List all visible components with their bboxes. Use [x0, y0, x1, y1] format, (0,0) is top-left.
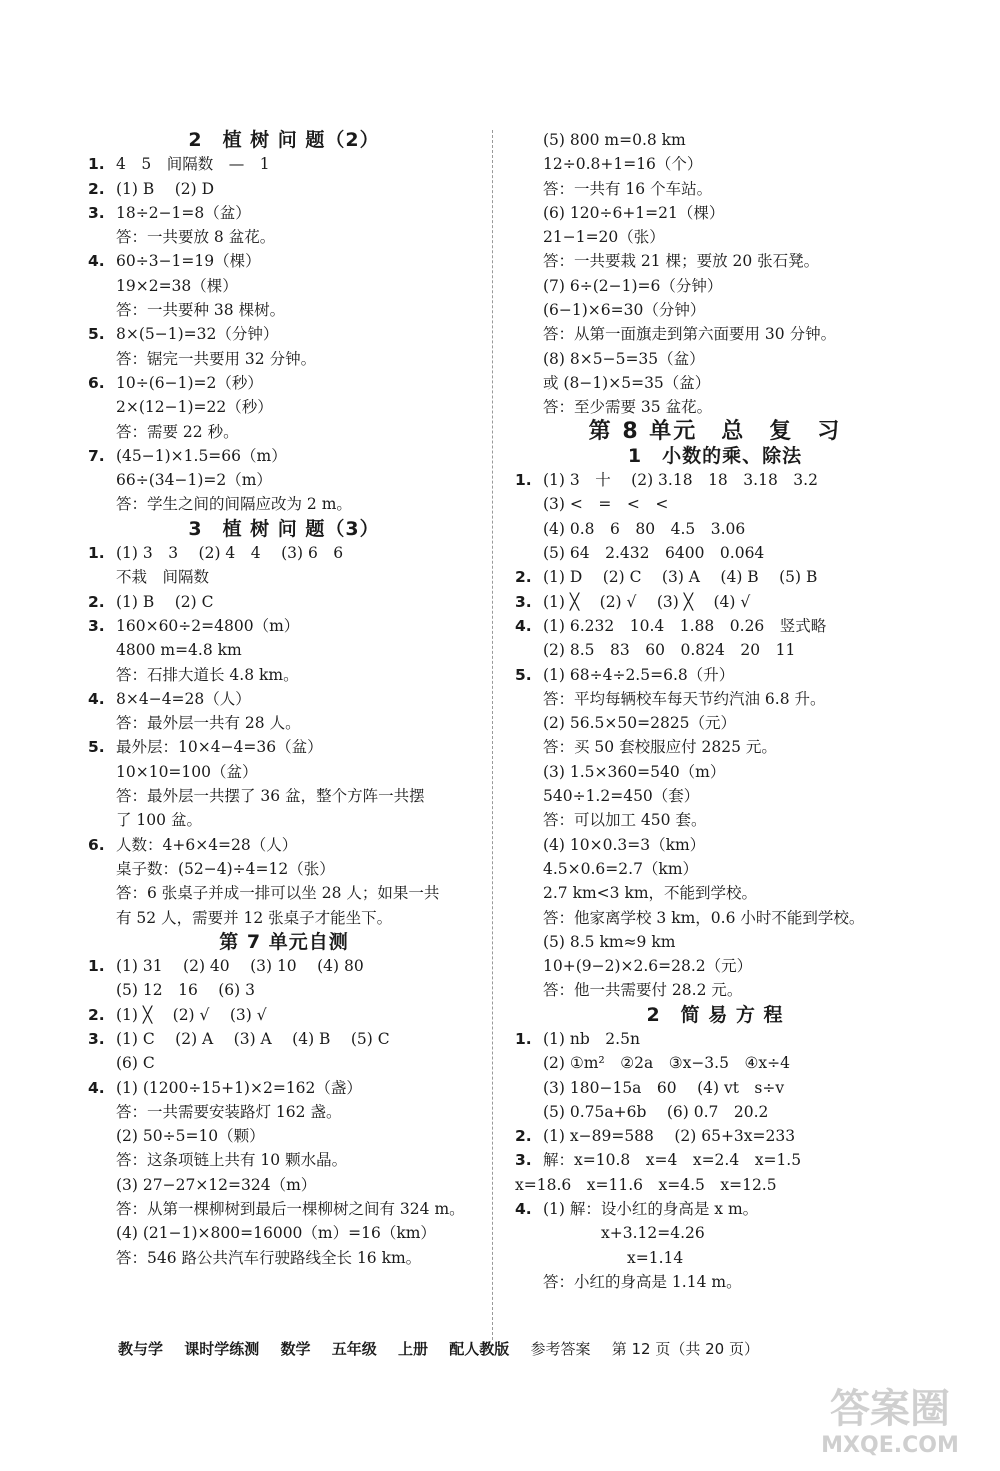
- answer-text: 答：最外层一共有 28 人。: [116, 714, 301, 733]
- question-number: 6.: [88, 835, 105, 854]
- answer-text: 答：一共有 16 个车站。: [543, 179, 713, 198]
- watermark-url: MXQE.COM: [821, 1433, 959, 1458]
- question-number: 3.: [515, 592, 532, 611]
- answer-line: [515, 906, 915, 930]
- answer-text: 19×2=38（棵）: [116, 276, 238, 295]
- answer-line: [515, 322, 915, 346]
- question-item: [88, 152, 480, 176]
- answer-text: (1) 3 十 (2) 3.18 18 3.18 3.2: [543, 471, 818, 490]
- answer-text: 8×4−4=28（人）: [116, 689, 251, 708]
- answer-line: [88, 420, 480, 444]
- question-number: 3.: [88, 203, 105, 222]
- question-number: 6.: [88, 373, 105, 392]
- answer-line: [515, 541, 915, 565]
- answer-line: [88, 468, 480, 492]
- answer-line: [515, 274, 915, 298]
- answer-text: (1) 解：设小红的身高是 x m。: [543, 1200, 759, 1219]
- answer-line: [515, 1051, 915, 1075]
- answer-text: 10+(9−2)×2.6=28.2（元）: [543, 957, 753, 976]
- answer-text: 答：从第一面旗走到第六面要用 30 分钟。: [543, 325, 837, 344]
- question-item: [88, 177, 480, 201]
- answer-line: [515, 201, 915, 225]
- answer-text: (1) ╳ (2) √ (3) √: [116, 1005, 267, 1024]
- answer-line: [515, 711, 915, 735]
- question-number: 4.: [515, 616, 532, 635]
- answer-line: [515, 371, 915, 395]
- answer-text: 答：至少需要 35 盆花。: [543, 398, 713, 417]
- answer-line: [515, 152, 915, 176]
- footer-book: 教与学: [118, 1340, 164, 1358]
- footer-subject: 数学: [280, 1340, 311, 1358]
- answer-text: 答：石排大道长 4.8 km。: [116, 665, 299, 684]
- answer-text: (2) 8.5 83 60 0.824 20 11: [543, 641, 796, 660]
- answer-text: (3) < = < <: [543, 495, 669, 514]
- answer-line: [515, 128, 915, 152]
- answer-text: (4) 10×0.3=3（km）: [543, 835, 706, 854]
- answer-text: 10×10=100（盆）: [116, 762, 258, 781]
- answer-text: (6) C: [116, 1054, 155, 1073]
- question-number: 7.: [88, 446, 105, 465]
- answer-text: (4) 0.8 6 80 4.5 3.06: [543, 519, 746, 538]
- section-title: 3 植 树 问 题（3）: [188, 517, 380, 540]
- answer-text: 答：平均每辆校车每天节约汽油 6.8 升。: [543, 689, 826, 708]
- question-item: [515, 614, 915, 638]
- answer-text: 有 52 人，需要并 12 张桌子才能坐下。: [116, 908, 393, 927]
- answer-text: 最外层：10×4−4=36（盆）: [116, 738, 323, 757]
- question-item: [88, 249, 480, 273]
- question-item: [88, 541, 480, 565]
- question-item: [515, 565, 915, 589]
- answer-text: x+3.12=4.26: [601, 1224, 705, 1243]
- question-number: 5.: [515, 665, 532, 684]
- answer-text: (1) (1200÷15+1)×2=162（盏）: [116, 1078, 362, 1097]
- question-item: [88, 201, 480, 225]
- question-item: [515, 590, 915, 614]
- answer-text: 答：从第一棵柳树到最后一棵柳树之间有 324 m。: [116, 1200, 465, 1219]
- question-number: 2.: [515, 1127, 532, 1146]
- answer-line: [515, 784, 915, 808]
- answer-text: 答：一共要种 38 棵树。: [116, 301, 286, 320]
- answer-text: 答：一共要放 8 盆花。: [116, 228, 276, 247]
- question-item: [88, 614, 480, 638]
- answer-line: [515, 1270, 915, 1294]
- answer-line: [515, 760, 915, 784]
- answer-text: 答：需要 22 秒。: [116, 422, 239, 441]
- answer-text: 540÷1.2=450（套）: [543, 787, 700, 806]
- answer-text: 不栽 间隔数: [116, 568, 210, 587]
- answer-line: [515, 395, 915, 419]
- section-title: 2 植 树 问 题（2）: [188, 129, 380, 151]
- answer-text: (1) 68÷4÷2.5=6.8（升）: [543, 665, 735, 684]
- answer-text: (1) nb 2.5n: [543, 1029, 640, 1048]
- answer-text: 答：可以加工 450 套。: [543, 811, 707, 830]
- answer-text: 人数：4+6×4=28（人）: [116, 835, 298, 854]
- answer-text: x=1.14: [627, 1248, 684, 1267]
- column-divider: [492, 130, 493, 1340]
- question-number: 4.: [88, 689, 105, 708]
- answer-text: (6−1)×6=30（分钟）: [543, 301, 706, 320]
- question-item: [515, 1197, 915, 1221]
- answer-text: 66÷(34−1)=2（m）: [116, 471, 272, 490]
- question-item: [515, 1027, 915, 1051]
- page-footer: [118, 1338, 858, 1359]
- answer-text: 答：一共要栽 21 棵；要放 20 张石凳。: [543, 252, 820, 271]
- answer-line: [515, 735, 915, 759]
- answer-line: [515, 978, 915, 1002]
- footer-volume: 上册: [398, 1340, 429, 1358]
- answer-line: [515, 930, 915, 954]
- answer-text: 2×(12−1)=22（秒）: [116, 398, 273, 417]
- answer-text: 答：他家离学校 3 km，0.6 小时不能到学校。: [543, 908, 865, 927]
- answer-text: 答：546 路公共汽车行驶路线全长 16 km。: [116, 1248, 422, 1267]
- answer-line: [515, 808, 915, 832]
- answer-text: 或 (8−1)×5=35（盆）: [543, 373, 711, 392]
- answer-line: [88, 638, 480, 662]
- answer-line: [515, 687, 915, 711]
- answer-text: 答：他一共需要付 28.2 元。: [543, 981, 743, 1000]
- footer-grade: 五年级: [331, 1340, 377, 1358]
- answer-text: 8×(5−1)=32（分钟）: [116, 325, 279, 344]
- question-number: 1.: [515, 471, 532, 490]
- answer-line: [515, 1221, 915, 1245]
- question-item: [88, 687, 480, 711]
- answer-line: [88, 711, 480, 735]
- answer-line: [88, 857, 480, 881]
- question-number: 1.: [88, 544, 105, 563]
- question-number: 2.: [88, 592, 105, 611]
- answer-line: [88, 1246, 480, 1270]
- watermark-text: 答案圈: [830, 1386, 950, 1432]
- section-title: 2 简 易 方 程: [646, 1003, 784, 1026]
- answer-line: [515, 1246, 915, 1270]
- answer-text: (1) 31 (2) 40 (3) 10 (4) 80: [116, 957, 364, 976]
- answer-text: (4) (21−1)×800=16000（m）=16（km）: [116, 1224, 436, 1243]
- answer-text: (1) ╳ (2) √ (3) ╳ (4) √: [543, 592, 751, 611]
- answer-text: (3) 180−15a 60 (4) vt s÷v: [543, 1078, 785, 1097]
- answer-text: (1) B (2) D: [116, 179, 215, 198]
- answer-line: [88, 395, 480, 419]
- footer-edition: 配人教版: [449, 1340, 510, 1358]
- question-item: [88, 954, 480, 978]
- answer-line: [515, 1076, 915, 1100]
- answer-line: [515, 298, 915, 322]
- answer-text: 答：买 50 套校服应付 2825 元。: [543, 738, 777, 757]
- answer-text: (2) 56.5×50=2825（元）: [543, 714, 737, 733]
- answer-text: 18÷2−1=8（盆）: [116, 203, 251, 222]
- answer-text: 4800 m=4.8 km: [116, 641, 242, 660]
- question-item: [88, 1003, 480, 1027]
- answer-line: [88, 663, 480, 687]
- answer-text: 12÷0.8+1=16（个）: [543, 155, 703, 174]
- answer-line: [515, 881, 915, 905]
- answer-text: (1) x−89=588 (2) 65+3x=233: [543, 1127, 796, 1146]
- section-title: 1 小数的乘、除法: [627, 444, 803, 467]
- question-item: [515, 1124, 915, 1148]
- answer-text: (1) 6.232 10.4 1.88 0.26 竖式略: [543, 616, 827, 635]
- question-number: 3.: [88, 616, 105, 635]
- answer-text: (5) 8.5 km≈9 km: [543, 932, 676, 951]
- answer-line: [88, 881, 480, 905]
- answer-line: [88, 1124, 480, 1148]
- answer-line: [88, 565, 480, 589]
- answer-line: [88, 1197, 480, 1221]
- answer-line: [88, 1148, 480, 1172]
- answer-text: 答：锯完一共要用 32 分钟。: [116, 349, 317, 368]
- answer-line: [515, 492, 915, 516]
- question-item: [515, 468, 915, 492]
- footer-page-number: 第 12 页（共 20 页）: [611, 1340, 759, 1358]
- question-number: 2.: [88, 1005, 105, 1024]
- answer-line: [88, 1100, 480, 1124]
- question-number: 3.: [515, 1151, 532, 1170]
- answer-line: [88, 906, 480, 930]
- answer-text: (3) 1.5×360=540（m）: [543, 762, 726, 781]
- question-item: [88, 1076, 480, 1100]
- answer-text: 60÷3−1=19（棵）: [116, 252, 261, 271]
- answer-line: [515, 1100, 915, 1124]
- answer-text: 4.5×0.6=2.7（km）: [543, 859, 699, 878]
- question-number: 4.: [88, 252, 105, 271]
- answer-text: 答：小红的身高是 1.14 m。: [543, 1272, 742, 1291]
- answer-line: [88, 298, 480, 322]
- answer-line: [88, 1221, 480, 1245]
- answer-text: (6) 120÷6+1=21（棵）: [543, 203, 725, 222]
- answer-line: [515, 177, 915, 201]
- answer-text: (1) C (2) A (3) A (4) B (5) C: [116, 1029, 390, 1048]
- answer-text: (5) 12 16 (6) 3: [116, 981, 256, 1000]
- answer-line: [515, 857, 915, 881]
- answer-text: (7) 6÷(2−1)=6（分钟）: [543, 276, 723, 295]
- answer-text: (1) D (2) C (3) A (4) B (5) B: [543, 568, 818, 587]
- answer-text: 4 5 间隔数 — 1: [116, 155, 270, 174]
- question-number: 1.: [515, 1029, 532, 1048]
- question-item: [88, 322, 480, 346]
- answer-line: [515, 517, 915, 541]
- right-column: [515, 128, 915, 1294]
- question-number: 4.: [515, 1200, 532, 1219]
- answer-line: [88, 978, 480, 1002]
- answer-line: [515, 249, 915, 273]
- answer-text: 答：这条项链上共有 10 颗水晶。: [116, 1151, 348, 1170]
- answer-text: (8) 8×5−5=35（盆）: [543, 349, 705, 368]
- question-item: [88, 590, 480, 614]
- left-column: [88, 128, 480, 1270]
- answer-text: (1) 3 3 (2) 4 4 (3) 6 6: [116, 544, 344, 563]
- watermark-logo: [800, 1385, 980, 1465]
- question-item: [88, 371, 480, 395]
- answer-line: [515, 225, 915, 249]
- question-number: 5.: [88, 325, 105, 344]
- section-title: 第 8 单元 总 复 习: [588, 418, 842, 444]
- answer-text: 答：最外层一共摆了 36 盆，整个方阵一共摆: [116, 787, 425, 806]
- question-number: 4.: [88, 1078, 105, 1097]
- question-number: 5.: [88, 738, 105, 757]
- answer-line: [88, 760, 480, 784]
- answer-text: x=18.6 x=11.6 x=4.5 x=12.5: [515, 1175, 777, 1194]
- question-item: [88, 1027, 480, 1051]
- question-number: 2.: [515, 568, 532, 587]
- answer-text: (5) 64 2.432 6400 0.064: [543, 544, 765, 563]
- answer-text: (3) 27−27×12=324（m）: [116, 1175, 317, 1194]
- question-number: 2.: [88, 179, 105, 198]
- question-number: 1.: [88, 155, 105, 174]
- answer-line: [88, 274, 480, 298]
- answer-text: 答：学生之间的间隔应改为 2 m。: [116, 495, 352, 514]
- answer-text: 答：6 张桌子并成一排可以坐 28 人；如果一共: [116, 884, 440, 903]
- answer-line: [88, 784, 480, 808]
- answer-text: (5) 800 m=0.8 km: [543, 131, 686, 149]
- section-title: 第 7 单元自测: [219, 930, 349, 953]
- answer-text: 桌子数：(52−4)÷4=12（张）: [116, 859, 335, 878]
- answer-line: [88, 1173, 480, 1197]
- question-item: [88, 833, 480, 857]
- answer-text: 2.7 km<3 km，不能到学校。: [543, 884, 758, 903]
- footer-section: 参考答案: [530, 1340, 591, 1358]
- answer-line: [515, 1173, 915, 1197]
- answer-line: [515, 833, 915, 857]
- question-item: [88, 735, 480, 759]
- question-number: 3.: [88, 1029, 105, 1048]
- question-number: 1.: [88, 957, 105, 976]
- answer-text: 160×60÷2=4800（m）: [116, 616, 300, 635]
- answer-text: (2) ①m² ②2a ③x−3.5 ④x÷4: [543, 1054, 790, 1073]
- answer-text: (1) B (2) C: [116, 592, 214, 611]
- answer-line: [88, 225, 480, 249]
- answer-line: [88, 1051, 480, 1075]
- question-item: [515, 663, 915, 687]
- question-item: [515, 1148, 915, 1172]
- answer-text: 答：一共需要安装路灯 162 盏。: [116, 1102, 342, 1121]
- answer-text: (5) 0.75a+6b (6) 0.7 20.2: [543, 1102, 769, 1121]
- answer-text: 了 100 盆。: [116, 811, 202, 830]
- footer-series: 课时学练测: [184, 1340, 260, 1358]
- answer-text: (45−1)×1.5=66（m）: [116, 446, 287, 465]
- answer-text: 解：x=10.8 x=4 x=2.4 x=1.5: [543, 1151, 802, 1170]
- answer-text: (2) 50÷5=10（颗）: [116, 1127, 265, 1146]
- answer-text: 10÷(6−1)=2（秒）: [116, 373, 263, 392]
- answer-line: [88, 808, 480, 832]
- answer-line: [515, 347, 915, 371]
- answer-line: [88, 347, 480, 371]
- answer-text: 21−1=20（张）: [543, 228, 665, 247]
- answer-line: [515, 954, 915, 978]
- answer-line: [88, 492, 480, 516]
- question-item: [88, 444, 480, 468]
- answer-line: [515, 638, 915, 662]
